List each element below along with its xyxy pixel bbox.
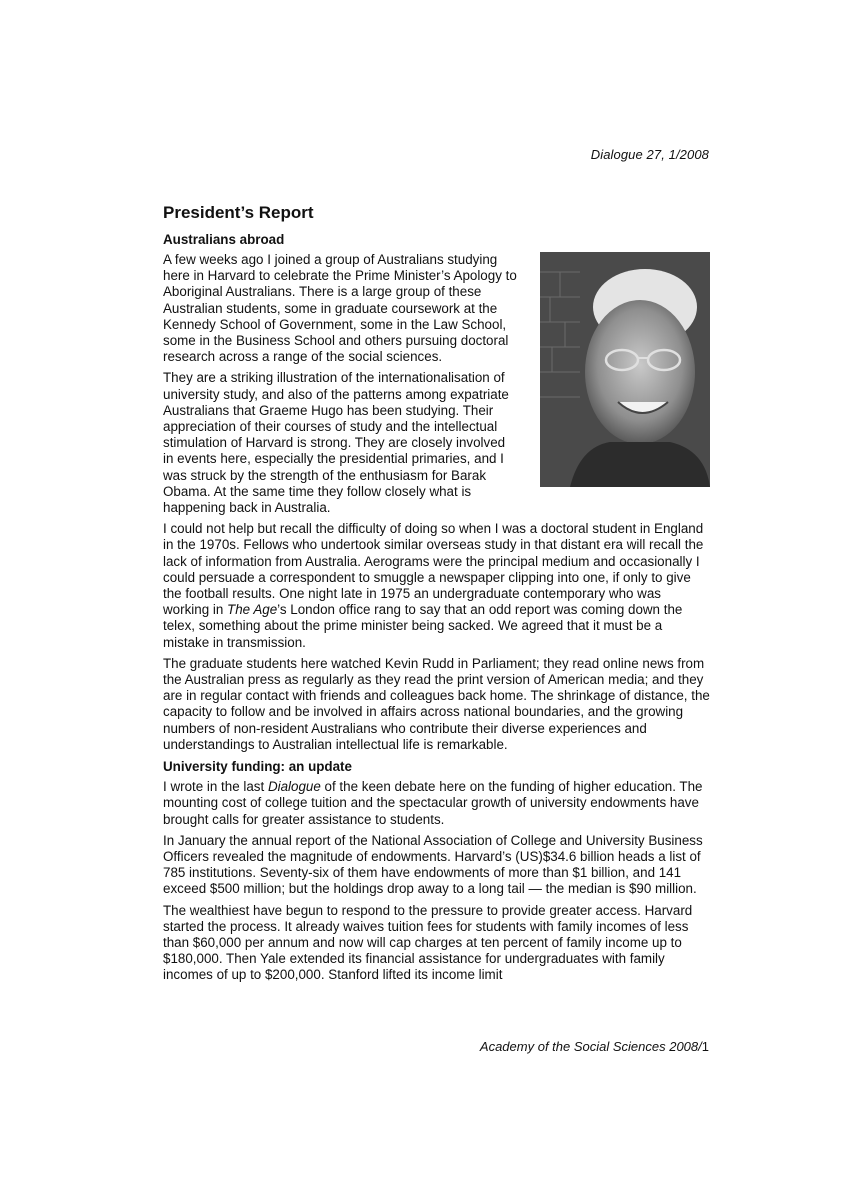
page-footer [480, 1039, 709, 1054]
paragraph-text: I could not help but recall the difficulty of doing so when I was a doctoral student in England in the 1970s. Fellows who undertook similar overseas study in that distant era will recall the lack of information from Australia. Aerograms were the principal medium and occasionally I could persuade a correspondent to smuggle a newspaper clipping into one, if only to give the football results. One night late in 1975 an undergraduate contemporary who was working in [163, 521, 704, 618]
paragraph: The graduate students here watched Kevin Rudd in Parliament; they read online news from the Australian press as regularly as they read the print version of American media; and they are in regular contact with friends and colleagues back home. The shrinkage of distance, the capacity to follow and be involved in affairs across national boundaries, and the growing numbers of non-resident Australians who contribute their diverse experiences and understandings to Australian intellectual life is remarkable. [163, 655, 710, 752]
author-photo [540, 252, 710, 487]
page-title: President’s Report [163, 203, 314, 222]
paragraph: A few weeks ago I joined a group of Australians studying here in Harvard to celebrate the Prime Minister’s Apology to Aboriginal Australians. There is a large group of these Australian students, some in graduate coursework at the Kennedy School of Government, some in the Law School, some in the Business School and others pursuing doctoral research across a range of the social sciences. [163, 252, 517, 365]
running-head: Dialogue 27, 1/2008 [590, 147, 709, 162]
footer-text: Academy of the Social Sciences 2008/ [479, 1039, 702, 1054]
publication-name: Dialogue [267, 779, 321, 795]
section-heading-australians-abroad: Australians abroad [163, 232, 285, 247]
paragraph-text: I wrote in the last [163, 779, 268, 795]
section-heading-university-funding: University funding: an update [163, 759, 352, 775]
paragraph-text: ’s London office rang to say that an odd report was coming down the telex, something about the prime minister being sacked. We agreed that it must be a mistake in transmission. [163, 602, 683, 650]
paragraph [163, 521, 710, 651]
paragraph-text: of the keen debate here on the funding of higher education. The mounting cost of college tuition and the spectacular growth of university endowments have brought calls for greater assistance to students. [163, 779, 703, 827]
page-number: 1 [701, 1039, 709, 1054]
paragraph: They are a striking illustration of the internationalisation of university study, and also of the patterns among expatriate Australians that Graeme Hugo has been studying. Their appreciation of their courses of study and the intellectual stimulation of Harvard is strong. They are closely involved in events here, especially the presidential primaries, and I was struck by the strength of the enthusiasm for Barak Obama. At the same time they follow closely what is happening back in Australia. [163, 370, 509, 516]
paragraph: The wealthiest have begun to respond to the pressure to provide greater access. Harvard started the process. It already waives tuition fees for students with family incomes of less than $60,000 per annum and now will cap charges at ten percent of family income up to $180,000. Then Yale extended its financial assistance for undergraduates with family incomes of up to $200,000. Stanford lifted its income limit [163, 902, 693, 983]
paragraph: In January the annual report of the National Association of College and University Business Officers revealed the magnitude of endowments. Harvard’s (US)$34.6 billion heads a list of 785 institutions. Seventy-six of them have endowments of more than $1 billion, and 141 exceed $500 million; but the holdings drop away to a long tail — the median is $90 million. [163, 832, 703, 897]
paragraph [163, 779, 710, 828]
publication-name: The Age [227, 602, 278, 618]
article [163, 203, 710, 989]
